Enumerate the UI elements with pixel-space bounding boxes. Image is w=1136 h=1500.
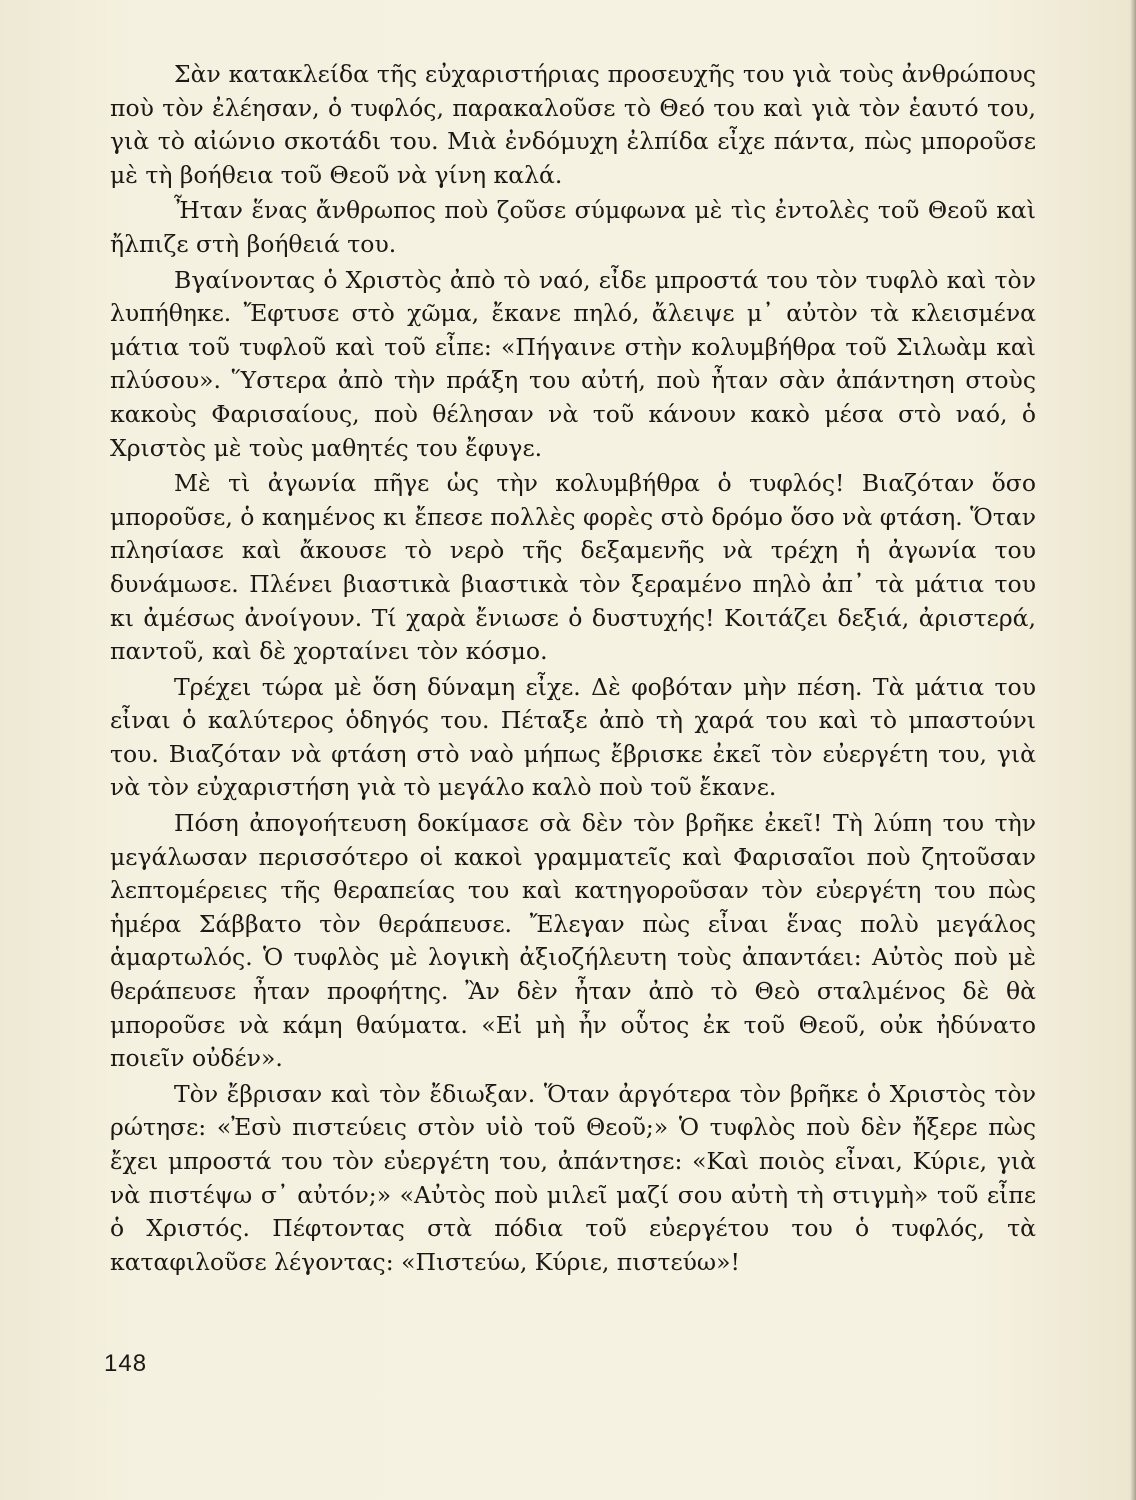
paragraph: Μὲ τὶ ἀγωνία πῆγε ὡς τὴν κολυμβήθρα ὁ τυφλός! Βιαζόταν ὅσο μποροῦσε, ὁ καημένος κι ἔπεσε πολλὲς φορὲς στὸ δρόμο ὅσο νὰ φτάση. Ὅταν πλησίασε καὶ ἄκουσε τὸ νερὸ τῆς δεξαμενῆς νὰ τρέχη ἡ ἀγωνία του δυνάμωσε. Πλένει βιαστικὰ βιαστικὰ τὸν ξεραμένο πηλὸ ἀπ᾽ τὰ μάτια του κι ἀμέσως ἀνοίγουν. Τί χαρὰ ἔνιωσε ὁ δυστυχής! Κοιτάζει δεξιά, ἀριστερά, παντοῦ, καὶ δὲ χορταίνει τὸν κόσμο. — [110, 469, 1036, 666]
paragraph: Σὰν κατακλείδα τῆς εὐχαριστήριας προσευχῆς του γιὰ τοὺς ἀνθρώπους ποὺ τὸν ἐλέησαν, ὁ τυφλός, παρακαλοῦσε τὸ Θεό του καὶ γιὰ τὸν ἑαυτό του, γιὰ τὸ αἰώνιο σκοτάδι του. Μιὰ ἐνδόμυχη ἐλπίδα εἶχε πάντα, πὼς μποροῦσε μὲ τὴ βοήθεια τοῦ Θεοῦ νὰ γίνη καλά. — [110, 60, 1036, 189]
body-text — [110, 58, 1036, 1281]
paragraph: Τρέχει τώρα μὲ ὅση δύναμη εἶχε. Δὲ φοβόταν μὴν πέση. Τὰ μάτια του εἶναι ὁ καλύτερος ὁδηγός του. Πέταξε ἀπὸ τὴ χαρά του καὶ τὸ μπαστούνι του. Βιαζόταν νὰ φτάση στὸ ναὸ μήπως ἔβρισκε ἐκεῖ τὸν εὐεργέτη του, γιὰ νὰ τὸν εὐχαριστήση γιὰ τὸ μεγάλο καλὸ ποὺ τοῦ ἔκανε. — [110, 672, 1036, 802]
page-number: 148 — [104, 1350, 148, 1377]
paragraph: Τὸν ἔβρισαν καὶ τὸν ἔδιωξαν. Ὅταν ἀργότερα τὸν βρῆκε ὁ Χριστὸς τὸν ρώτησε: «Ἐσὺ πιστεύεις στὸν υἱὸ τοῦ Θεοῦ;» Ὁ τυφλὸς ποὺ δὲν ἤξερε πὼς ἔχει μπροστά του τὸν εὐεργέτη του, ἀπάντησε: «Καὶ ποιὸς εἶναι, Κύριε, γιὰ νὰ πιστέψω σ᾽ αὐτόν;» «Αὐτὸς ποὺ μιλεῖ μαζί σου αὐτὴ τὴ στιγμὴ» τοῦ εἶπε ὁ Χριστός. Πέφτοντας στὰ πόδια τοῦ εὐεργέτου του ὁ τυφλός, τὰ καταφιλοῦσε λέγοντας: «Πιστεύω, Κύριε, πιστεύω»! — [110, 1079, 1036, 1276]
page-edge-shadow — [1130, 0, 1136, 1500]
paragraph: Ἦταν ἕνας ἄνθρωπος ποὺ ζοῦσε σύμφωνα μὲ τὶς ἐντολὲς τοῦ Θεοῦ καὶ ἤλπιζε στὴ βοήθειά του. — [110, 196, 1036, 258]
paragraph: Βγαίνοντας ὁ Χριστὸς ἀπὸ τὸ ναό, εἶδε μπροστά του τὸν τυφλὸ καὶ τὸν λυπήθηκε. Ἔφτυσε στὸ χῶμα, ἔκανε πηλό, ἄλειψε μ᾽ αὐτὸν τὰ κλεισμένα μάτια τοῦ τυφλοῦ καὶ τοῦ εἶπε: «Πήγαινε στὴν κολυμβήθρα τοῦ Σιλωὰμ καὶ πλύσου». Ὕστερα ἀπὸ τὴν πράξη του αὐτή, ποὺ ἦταν σὰν ἀπάντηση στοὺς κακοὺς Φαρισαίους, ποὺ θέλησαν νὰ τοῦ κάνουν κακὸ μέσα στὸ ναό, ὁ Χριστὸς μὲ τοὺς μαθητές του ἔφυγε. — [110, 265, 1036, 462]
paragraph: Πόση ἀπογοήτευση δοκίμασε σὰ δὲν τὸν βρῆκε ἐκεῖ! Τὴ λύπη του τὴν μεγάλωσαν περισσότερο οἱ κακοὶ γραμματεῖς καὶ Φαρισαῖοι ποὺ ζητοῦσαν λεπτομέρειες τῆς θεραπείας του καὶ κατηγοροῦσαν τὸν εὐεργέτη του πὼς ἡμέρα Σάββατο τὸν θεράπευσε. Ἔλεγαν πὼς εἶναι ἕνας πολὺ μεγάλος ἁμαρτωλός. Ὁ τυφλὸς μὲ λογικὴ ἀξιοζήλευτη τοὺς ἀπαντάει: Αὐτὸς ποὺ μὲ θεράπευσε ἦταν προφήτης. Ἂν δὲν ἦταν ἀπὸ τὸ Θεὸ σταλμένος δὲ θὰ μποροῦσε νὰ κάμη θαύματα. «Εἰ μὴ ἦν οὗτος ἐκ τοῦ Θεοῦ, οὐκ ἠδύνατο ποιεῖν οὐδέν». — [110, 809, 1036, 1073]
